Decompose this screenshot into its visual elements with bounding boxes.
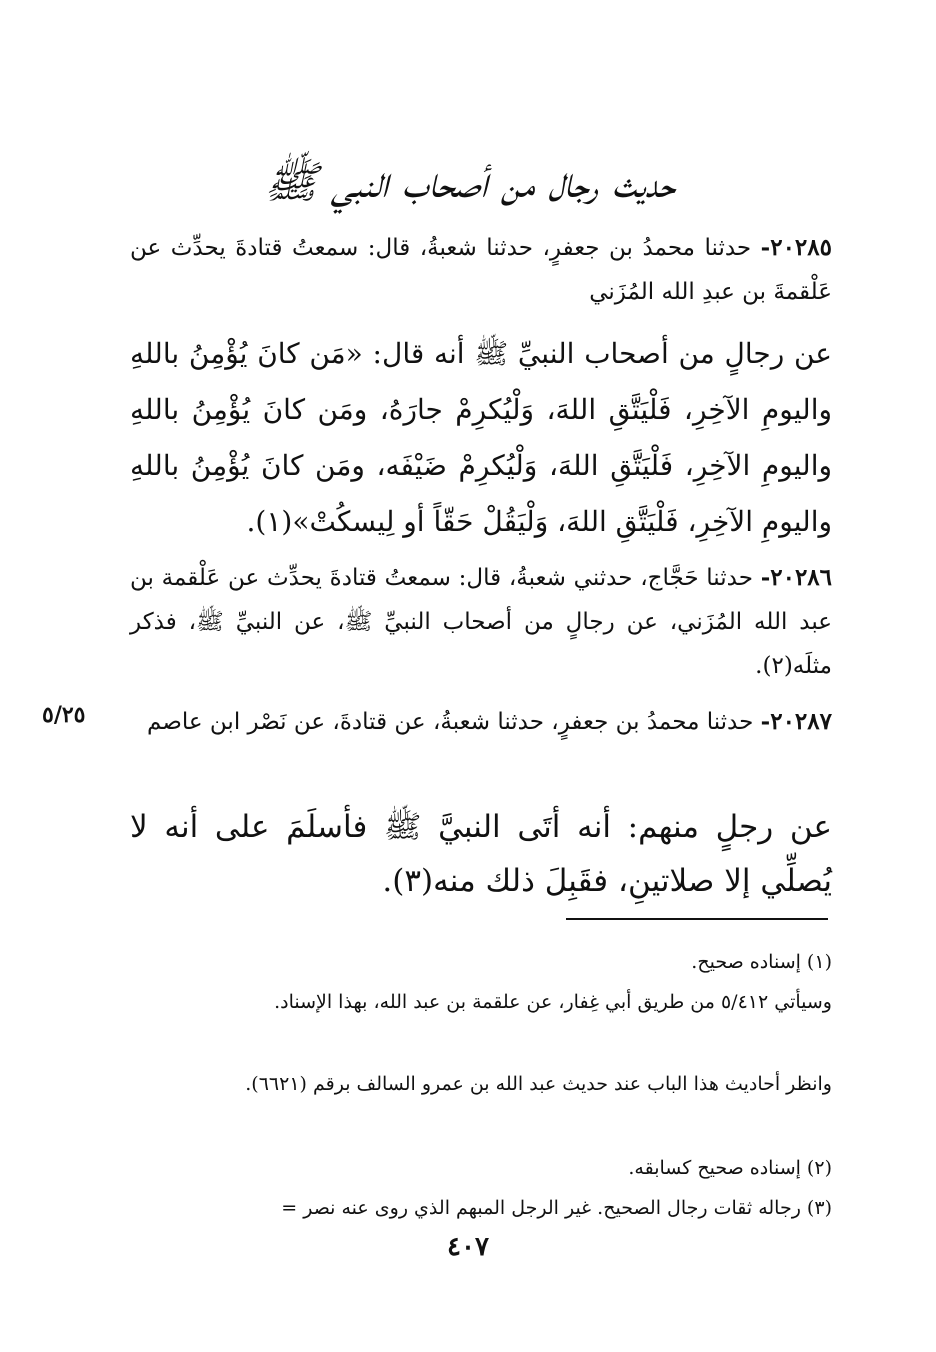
footnote-3: (٣) رجاله ثقات رجال الصحيح. غير الرجل المبهم الذي روى عنه نصر = [281, 1197, 832, 1219]
hadith-number: ٢٠٢٨٧- [760, 708, 832, 735]
chapter-heading: حديث رجال من أصحاب النبي ﷺ [264, 157, 676, 208]
hadith-20287-matn: عن رجلٍ منهم: أنه أتَى النبيَّ ﷺ فأسلَمَ على أنه لا يُصلِّي إلا صلاتينِ، فقَبِلَ ذلك منه(٣). [130, 809, 832, 899]
footnote-separator [566, 918, 828, 920]
hadith-20285-isnad [130, 226, 832, 314]
hadith-20287-isnad [130, 700, 832, 744]
hadith-number: ٢٠٢٨٥- [760, 234, 832, 261]
hadith-20285-matn: عن رجالٍ من أصحاب النبيِّ ﷺ أنه قال: «مَن كانَ يُؤْمِنُ باللهِ واليومِ الآخِرِ، فَلْيَتَّقِ اللهَ، وَلْيُكرِمْ جارَهُ، ومَن كانَ يُؤْمِنُ باللهِ واليومِ الآخِرِ، فَلْيَتَّقِ اللهَ، وَلْيُكرِمْ ضَيْفَه، ومَن كانَ يُؤْمِنُ باللهِ واليومِ الآخِرِ، فَلْيَتَّقِ اللهَ، وَلْيَقُلْ حَقّاً أو لِيسكُتْ»(١). [130, 337, 832, 538]
hadith-text: حدثنا حَجَّاج، حدثني شعبةُ، قال: سمعتُ قتادةَ يحدِّث عن عَلْقمة بن عبد الله المُزَني، عن رجالٍ من أصحاب النبيِّ ﷺ، عن النبيِّ ﷺ، فذكر مثلَه(٢). [130, 565, 832, 679]
margin-reference: ٥/٢٥ [42, 702, 86, 728]
hadith-number: ٢٠٢٨٦- [760, 564, 833, 591]
footnote-1-see-also: وانظر أحاديث هذا الباب عند حديث عبد الله بن عمرو السالف برقم (٦٦٢١). [245, 1073, 832, 1095]
isnad-text: حدثنا محمدُ بن جعفرٍ، حدثنا شعبةُ، عن قتادةَ، عن نَصْر ابن عاصم [147, 709, 754, 735]
hadith-20286 [130, 556, 832, 688]
footnote-1: (١) إسناده صحيح. [691, 951, 832, 973]
isnad-text: حدثنا محمدُ بن جعفرٍ، حدثنا شعبةُ، قال: سمعتُ قتادةَ يحدِّث عن عَلْقمةَ بن عبدِ الله المُزَني [130, 235, 832, 305]
footnote-2: (٢) إسناده صحيح كسابقه. [628, 1157, 832, 1179]
footnote-1-continuation: وسيأتي ٥/٤١٢ من طريق أبي غِفار، عن علقمة بن عبد الله، بهذا الإسناد. [274, 991, 832, 1013]
page-number: ٤٠٧ [447, 1232, 489, 1262]
